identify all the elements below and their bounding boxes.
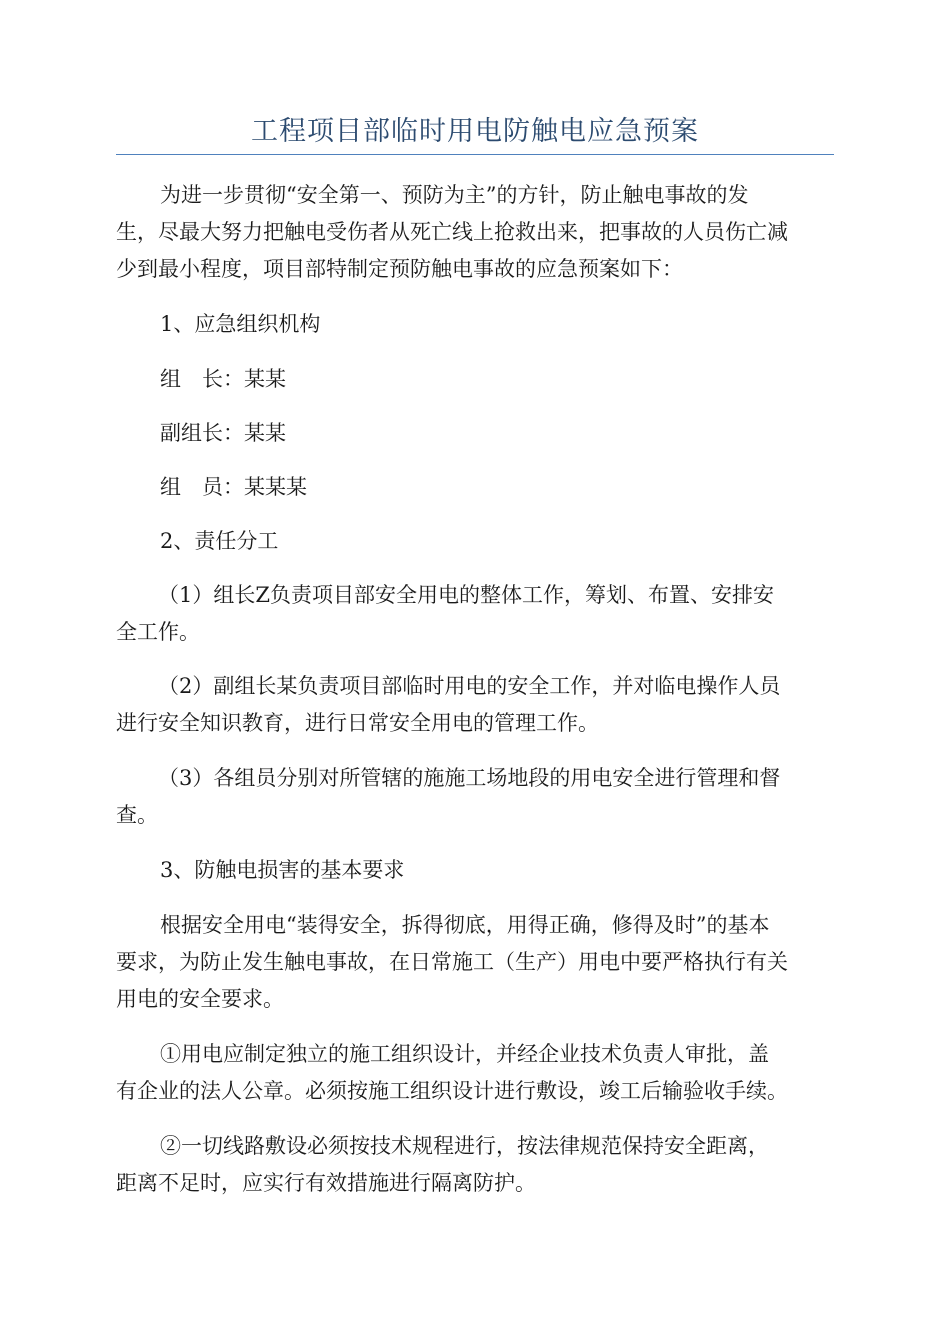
deputy-line: 副组长：某某 bbox=[160, 421, 286, 445]
requirement-point-2 bbox=[116, 1128, 834, 1202]
requirement-point-1-line-1: ①用电应制定独立的施工组织设计，并经企业技术负责人审批，盖 bbox=[160, 1042, 769, 1066]
section3-body-line-2: 要求，为防止发生触电事故，在日常施工（生产）用电中要严格执行有关 bbox=[116, 950, 788, 974]
section3-body bbox=[116, 907, 834, 1018]
section3-heading: 3、防触电损害的基本要求 bbox=[160, 858, 405, 882]
requirement-point-2-line-1: ②一切线路敷设必须按技术规程进行，按法律规范保持安全距离， bbox=[160, 1134, 769, 1158]
duty-item-3-line-1: （3）各组员分别对所管辖的施施工场地段的用电安全进行管理和督 bbox=[158, 766, 781, 790]
requirement-point-2-line-2: 距离不足时，应实行有效措施进行隔离防护。 bbox=[116, 1171, 536, 1195]
leader-line-block bbox=[116, 361, 834, 398]
document-title: 工程项目部临时用电防触电应急预案 bbox=[251, 116, 699, 147]
duty-item-1-line-2: 全工作。 bbox=[116, 620, 200, 644]
intro-line-1: 为进一步贯彻“安全第一、预防为主”的方针，防止触电事故的发 bbox=[160, 183, 749, 207]
duty-item-3 bbox=[116, 760, 834, 834]
section3-body-line-1: 根据安全用电“装得安全，拆得彻底，用得正确，修得及时”的基本 bbox=[160, 913, 770, 937]
leader-line: 组 长：某某 bbox=[160, 367, 286, 391]
duty-item-3-line-2: 查。 bbox=[116, 803, 158, 827]
members-line-block bbox=[116, 469, 834, 506]
members-line: 组 员：某某某 bbox=[160, 475, 307, 499]
requirement-point-1-line-2: 有企业的法人公章。必须按施工组织设计进行敷设，竣工后输验收手续。 bbox=[116, 1079, 788, 1103]
duty-item-1 bbox=[116, 577, 834, 651]
duty-item-2-line-2: 进行安全知识教育，进行日常安全用电的管理工作。 bbox=[116, 711, 599, 735]
intro-line-3: 少到最小程度，项目部特制定预防触电事故的应急预案如下： bbox=[116, 257, 683, 281]
section1-heading-block bbox=[116, 306, 834, 343]
section1-heading: 1、应急组织机构 bbox=[160, 312, 321, 336]
section3-body-line-3: 用电的安全要求。 bbox=[116, 987, 284, 1011]
section3-heading-block bbox=[116, 852, 834, 889]
title-underline bbox=[116, 154, 834, 155]
intro-paragraph bbox=[116, 177, 834, 288]
requirement-point-1 bbox=[116, 1036, 834, 1110]
duty-item-2 bbox=[116, 668, 834, 742]
intro-line-2: 生，尽最大努力把触电受伤者从死亡线上抢救出来，把事故的人员伤亡减 bbox=[116, 220, 788, 244]
duty-item-1-line-1: （1）组长Z负责项目部安全用电的整体工作，筹划、布置、安排安 bbox=[158, 583, 774, 607]
deputy-line-block bbox=[116, 415, 834, 452]
section2-heading-block bbox=[116, 523, 834, 560]
duty-item-2-line-1: （2）副组长某负责项目部临时用电的安全工作，并对临电操作人员 bbox=[158, 674, 781, 698]
section2-heading: 2、责任分工 bbox=[160, 529, 279, 553]
